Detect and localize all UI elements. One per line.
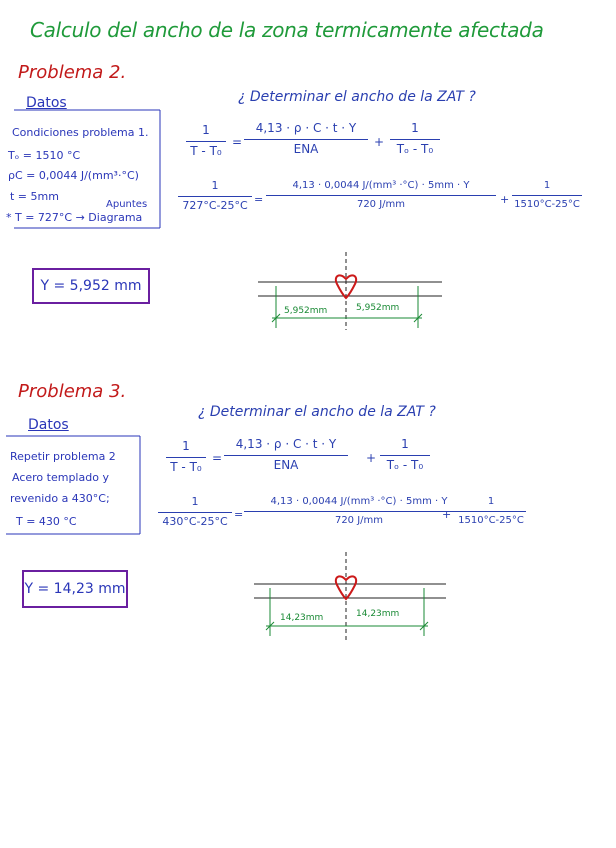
fraction-denominator: Tₒ - T₀ <box>396 141 434 156</box>
problem2-given-2: Tₒ = 1510 °C <box>8 149 81 162</box>
fraction-numerator: 4,13 · ρ · C · t · Y <box>255 121 357 135</box>
problem2-data-title: Datos <box>26 95 67 111</box>
plus-sign: + <box>366 451 377 465</box>
problem2-dim-left: 5,952mm <box>284 306 328 316</box>
fraction-numerator: 1 <box>411 121 419 135</box>
plus-sign: + <box>500 193 510 206</box>
equals-sign: = <box>234 508 244 521</box>
problem2-heading: Problema 2. <box>18 62 127 83</box>
fraction-denominator: ENA <box>293 141 319 156</box>
fraction-denominator: 720 J/mm <box>356 198 406 210</box>
problem3-given-1: Repetir problema 2 <box>10 450 116 463</box>
problem2-answer: Y = 5,952 mm <box>32 268 150 304</box>
fraction-numerator: 1 <box>202 123 210 137</box>
fraction-numerator: 1 <box>487 496 495 507</box>
fraction-denominator: T - T₀ <box>190 143 222 158</box>
fraction-denominator: 727°C-25°C <box>182 198 248 212</box>
fraction-numerator: 1 <box>182 439 190 453</box>
plus-sign: + <box>442 508 452 521</box>
equals-sign: = <box>232 135 243 149</box>
problem2-given-4: t = 5mm <box>10 190 59 203</box>
fraction-numerator: 1 <box>211 179 219 192</box>
fraction-numerator: 1 <box>401 437 409 451</box>
fraction-numerator: 1 <box>191 495 199 508</box>
fraction-denominator: 1510°C-25°C <box>514 198 580 210</box>
equals-sign: = <box>212 451 223 465</box>
problem3-dim-left: 14,23mm <box>280 613 324 623</box>
problem3-answer: Y = 14,23 mm <box>22 570 128 608</box>
problem2-apuntes: Apuntes <box>106 199 148 210</box>
fraction-numerator: 1 <box>543 180 551 191</box>
problem3-given-4: T = 430 °C <box>16 515 77 528</box>
problem3-given-2: Acero templado y <box>12 471 109 484</box>
problem2-given-5: * T = 727°C → Diagrama <box>6 211 143 224</box>
problem2-dim-right: 5,952mm <box>356 303 400 313</box>
problem2-given-1: Condiciones problema 1. <box>12 126 149 139</box>
problem3-question: ¿ Determinar el ancho de la ZAT ? <box>198 404 436 420</box>
problem3-data-title: Datos <box>28 417 69 433</box>
fraction-denominator: T - T₀ <box>170 459 202 474</box>
problem2-given-3: ρC = 0,0044 J/(mm³·°C) <box>8 169 139 182</box>
plus-sign: + <box>374 135 385 149</box>
problem2-question: ¿ Determinar el ancho de la ZAT ? <box>238 89 476 105</box>
fraction-denominator: 1510°C-25°C <box>458 514 524 526</box>
problem3-dim-right: 14,23mm <box>356 609 400 619</box>
fraction-denominator: 430°C-25°C <box>162 514 228 528</box>
problem3-heading: Problema 3. <box>18 381 127 402</box>
fraction-numerator: 4,13 · ρ · C · t · Y <box>235 437 337 451</box>
equals-sign: = <box>254 193 264 206</box>
fraction-denominator: Tₒ - T₀ <box>386 457 424 472</box>
fraction-numerator: 4,13 · 0,0044 J/(mm³ ·°C) · 5mm · Y <box>270 496 448 507</box>
fraction-numerator: 4,13 · 0,0044 J/(mm³ ·°C) · 5mm · Y <box>292 180 470 191</box>
fraction-denominator: 720 J/mm <box>334 514 384 526</box>
page-title: Calculo del ancho de la zona termicamente afectada <box>30 18 544 42</box>
problem3-given-3: revenido a 430°C; <box>10 492 110 505</box>
fraction-denominator: ENA <box>273 457 299 472</box>
